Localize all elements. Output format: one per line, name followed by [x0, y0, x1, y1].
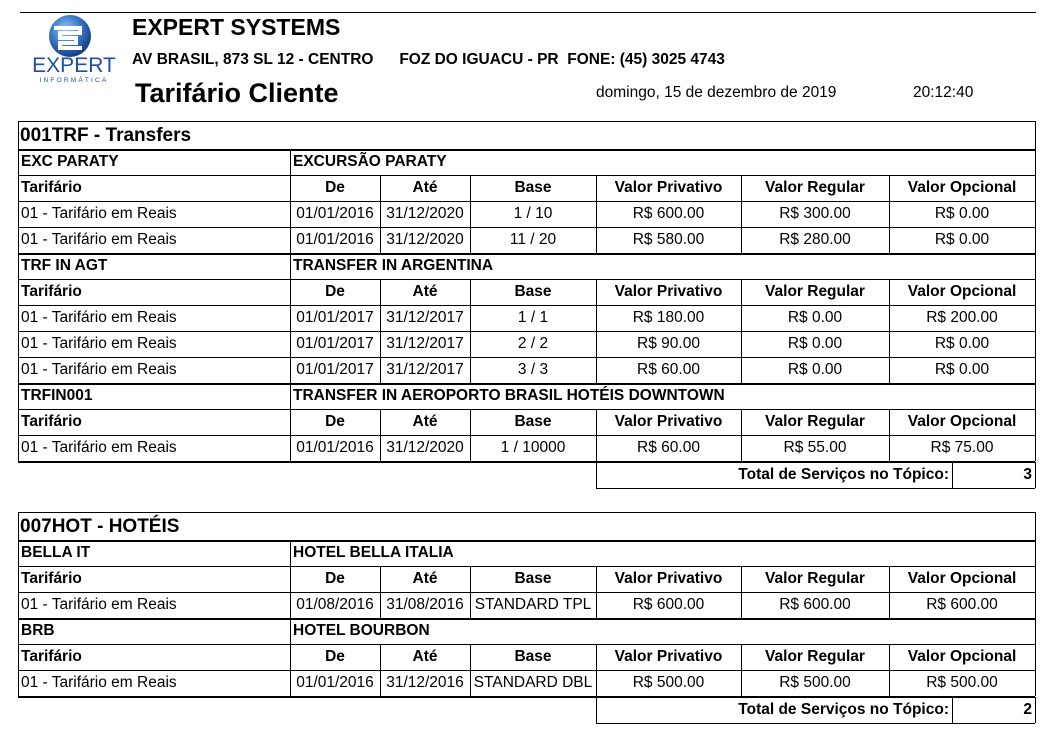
table-divider	[380, 201, 381, 227]
table-cell: 01 - Tarifário em Reais	[21, 439, 177, 456]
table-cell: R$ 500.00	[632, 674, 705, 691]
column-header: Valor Regular	[765, 648, 865, 665]
column-header: Valor Privativo	[614, 570, 723, 587]
table-divider	[290, 618, 291, 644]
table-divider	[18, 305, 19, 331]
table-divider	[741, 435, 742, 461]
table-divider	[380, 279, 381, 305]
table-divider	[596, 357, 597, 383]
table-divider	[889, 566, 890, 592]
table-divider	[290, 305, 291, 331]
table-divider	[889, 201, 890, 227]
table-divider	[596, 331, 597, 357]
table-divider	[741, 201, 742, 227]
table-divider	[290, 357, 291, 383]
table-divider	[380, 566, 381, 592]
table-cell: 01 - Tarifário em Reais	[21, 231, 177, 248]
section-title: 001TRF - Transfers	[20, 125, 192, 146]
column-header: Valor Opcional	[907, 179, 1017, 196]
table-divider	[290, 383, 291, 409]
table-divider	[889, 592, 890, 618]
table-divider	[470, 644, 471, 670]
table-divider	[741, 305, 742, 331]
table-divider	[470, 435, 471, 461]
table-divider	[596, 697, 597, 723]
column-header: Valor Privativo	[614, 283, 723, 300]
table-divider	[1035, 331, 1036, 357]
column-header: Tarifário	[21, 648, 82, 665]
table-divider	[1035, 305, 1036, 331]
column-header: Até	[412, 648, 438, 665]
report-date: domingo, 15 de dezembro de 2019	[596, 84, 837, 101]
column-header: De	[325, 570, 345, 587]
table-divider	[1035, 383, 1036, 409]
table-divider	[290, 253, 291, 279]
column-header: Base	[514, 283, 552, 300]
table-cell: 01/01/2016	[296, 205, 374, 222]
table-divider	[380, 670, 381, 696]
table-divider	[380, 331, 381, 357]
table-cell: 1 / 1	[517, 309, 549, 326]
report-title: Tarifário Cliente	[135, 78, 339, 108]
table-divider	[596, 435, 597, 461]
table-divider	[596, 201, 597, 227]
service-code: BRB	[21, 622, 55, 639]
table-divider	[952, 462, 953, 488]
table-divider	[290, 279, 291, 305]
company-phone: FONE: (45) 3025 4743	[567, 51, 725, 68]
table-cell: 1 / 10	[513, 205, 553, 222]
table-divider	[290, 227, 291, 253]
table-rule	[596, 488, 1035, 489]
table-divider	[380, 227, 381, 253]
table-divider	[18, 279, 19, 305]
table-divider	[596, 462, 597, 488]
table-divider	[1035, 227, 1036, 253]
table-cell: 01 - Tarifário em Reais	[21, 596, 177, 613]
column-header: Até	[412, 570, 438, 587]
service-code: TRFIN001	[21, 387, 93, 404]
table-divider	[470, 592, 471, 618]
service-code: EXC PARATY	[21, 153, 119, 170]
table-cell: 01/01/2017	[296, 361, 374, 378]
table-cell: R$ 180.00	[632, 309, 705, 326]
top-rule	[20, 12, 1036, 13]
table-divider	[1035, 121, 1036, 149]
table-cell: 3 / 3	[517, 361, 549, 378]
table-cell: R$ 0.00	[934, 205, 990, 222]
table-cell: 2 / 2	[517, 335, 549, 352]
column-header: Tarifário	[21, 570, 82, 587]
table-cell: 31/08/2016	[386, 596, 464, 613]
column-header: Base	[514, 648, 552, 665]
table-cell: R$ 90.00	[637, 335, 700, 352]
table-cell: 01/01/2016	[296, 231, 374, 248]
column-header: De	[325, 283, 345, 300]
table-divider	[380, 357, 381, 383]
table-cell: R$ 60.00	[637, 439, 700, 456]
table-divider	[1035, 540, 1036, 566]
table-cell: R$ 0.00	[934, 231, 990, 248]
column-header: Valor Regular	[765, 179, 865, 196]
table-divider	[596, 227, 597, 253]
column-header: De	[325, 179, 345, 196]
column-header: Base	[514, 179, 552, 196]
table-divider	[290, 566, 291, 592]
table-divider	[18, 331, 19, 357]
table-cell: 31/12/2017	[386, 361, 464, 378]
table-cell: 01 - Tarifário em Reais	[21, 361, 177, 378]
table-divider	[889, 670, 890, 696]
table-divider	[889, 644, 890, 670]
table-divider	[596, 175, 597, 201]
table-divider	[1035, 512, 1036, 540]
table-rule	[596, 723, 1035, 724]
table-divider	[18, 227, 19, 253]
table-divider	[18, 512, 19, 540]
table-cell: R$ 60.00	[637, 361, 700, 378]
table-divider	[1035, 357, 1036, 383]
column-header: Valor Regular	[765, 413, 865, 430]
table-divider	[380, 409, 381, 435]
company-address: AV BRASIL, 873 SL 12 - CENTRO	[132, 51, 374, 68]
table-cell: 31/12/2020	[386, 231, 464, 248]
table-divider	[741, 175, 742, 201]
table-divider	[290, 175, 291, 201]
svg-text:EXPERT: EXPERT	[32, 54, 116, 77]
table-divider	[1035, 201, 1036, 227]
table-divider	[741, 331, 742, 357]
company-name: EXPERT SYSTEMS	[132, 14, 341, 40]
table-divider	[290, 201, 291, 227]
table-divider	[596, 670, 597, 696]
column-header: De	[325, 648, 345, 665]
table-cell: 31/12/2016	[386, 674, 464, 691]
table-cell: R$ 280.00	[779, 231, 851, 248]
company-address-line	[132, 51, 725, 69]
table-divider	[889, 357, 890, 383]
table-divider	[1035, 253, 1036, 279]
table-divider	[741, 357, 742, 383]
table-cell: 31/12/2020	[386, 205, 464, 222]
table-divider	[741, 279, 742, 305]
table-cell: 01/01/2016	[296, 674, 374, 691]
table-divider	[18, 644, 19, 670]
table-divider	[1035, 566, 1036, 592]
column-header: Tarifário	[21, 179, 82, 196]
column-header: Valor Privativo	[614, 413, 723, 430]
service-name: EXCURSÃO PARATY	[293, 153, 447, 170]
table-divider	[380, 305, 381, 331]
column-header: Valor Opcional	[907, 413, 1017, 430]
table-cell: 01 - Tarifário em Reais	[21, 674, 177, 691]
section-title: 007HOT - HOTÉIS	[20, 516, 180, 537]
table-divider	[290, 149, 291, 175]
table-divider	[889, 409, 890, 435]
table-divider	[18, 357, 19, 383]
table-cell: 01/01/2017	[296, 309, 374, 326]
table-divider	[596, 305, 597, 331]
table-divider	[18, 566, 19, 592]
table-divider	[1035, 149, 1036, 175]
table-divider	[1035, 644, 1036, 670]
table-divider	[18, 253, 19, 279]
column-header: Base	[514, 570, 552, 587]
table-divider	[470, 279, 471, 305]
table-divider	[1035, 462, 1036, 488]
table-cell: R$ 0.00	[934, 361, 990, 378]
table-cell: 31/12/2017	[386, 309, 464, 326]
table-divider	[290, 644, 291, 670]
table-divider	[470, 305, 471, 331]
table-divider	[380, 435, 381, 461]
table-divider	[470, 357, 471, 383]
table-cell: R$ 0.00	[934, 335, 990, 352]
column-header: Valor Privativo	[614, 179, 723, 196]
column-header: Valor Opcional	[907, 283, 1017, 300]
table-divider	[380, 175, 381, 201]
column-header: Valor Regular	[765, 570, 865, 587]
total-value: 2	[1023, 701, 1032, 718]
table-cell: R$ 0.00	[787, 335, 843, 352]
table-divider	[290, 592, 291, 618]
total-value: 3	[1023, 466, 1032, 483]
table-divider	[741, 670, 742, 696]
table-cell: R$ 500.00	[926, 674, 998, 691]
column-header: Valor Privativo	[614, 648, 723, 665]
service-code: TRF IN AGT	[21, 257, 108, 274]
table-cell: R$ 200.00	[926, 309, 998, 326]
table-divider	[18, 670, 19, 696]
table-cell: R$ 0.00	[787, 309, 843, 326]
table-divider	[290, 435, 291, 461]
column-header: Até	[412, 413, 438, 430]
expert-logo-icon	[20, 12, 128, 86]
table-divider	[1035, 670, 1036, 696]
table-divider	[1035, 618, 1036, 644]
table-divider	[889, 435, 890, 461]
table-divider	[741, 227, 742, 253]
table-cell: STANDARD DBL	[473, 674, 593, 691]
table-cell: R$ 75.00	[930, 439, 994, 456]
column-header: Base	[514, 413, 552, 430]
total-label: Total de Serviços no Tópico:	[738, 701, 949, 718]
table-divider	[596, 566, 597, 592]
column-header: De	[325, 413, 345, 430]
table-cell: R$ 0.00	[787, 361, 843, 378]
service-code: BELLA IT	[21, 544, 91, 561]
service-name: TRANSFER IN ARGENTINA	[293, 257, 494, 274]
table-divider	[18, 435, 19, 461]
table-divider	[18, 618, 19, 644]
svg-text:INFORMÁTICA: INFORMÁTICA	[39, 77, 109, 84]
table-divider	[889, 279, 890, 305]
table-divider	[380, 592, 381, 618]
company-city: FOZ DO IGUACU - PR	[399, 51, 559, 68]
table-divider	[470, 175, 471, 201]
table-cell: R$ 300.00	[779, 205, 851, 222]
table-divider	[18, 409, 19, 435]
table-divider	[18, 149, 19, 175]
table-divider	[952, 697, 953, 723]
column-header: Tarifário	[21, 283, 82, 300]
table-divider	[18, 121, 19, 149]
table-divider	[889, 331, 890, 357]
table-divider	[741, 409, 742, 435]
table-divider	[741, 566, 742, 592]
table-divider	[1035, 279, 1036, 305]
table-divider	[741, 644, 742, 670]
table-cell: 01 - Tarifário em Reais	[21, 335, 177, 352]
table-cell: R$ 55.00	[783, 439, 847, 456]
service-name: TRANSFER IN AEROPORTO BRASIL HOTÉIS DOWNTOWN	[293, 387, 725, 404]
table-divider	[889, 305, 890, 331]
report-time: 20:12:40	[913, 84, 974, 101]
table-cell: 01/01/2016	[296, 439, 374, 456]
total-label: Total de Serviços no Tópico:	[738, 466, 949, 483]
table-divider	[18, 383, 19, 409]
table-cell: R$ 600.00	[632, 205, 705, 222]
table-divider	[290, 540, 291, 566]
table-divider	[596, 409, 597, 435]
table-divider	[18, 592, 19, 618]
table-divider	[889, 227, 890, 253]
table-cell: 01 - Tarifário em Reais	[21, 309, 177, 326]
table-divider	[1035, 435, 1036, 461]
service-name: HOTEL BELLA ITALIA	[293, 544, 454, 561]
table-divider	[741, 592, 742, 618]
table-divider	[470, 670, 471, 696]
table-divider	[470, 566, 471, 592]
table-divider	[1035, 697, 1036, 723]
table-cell: STANDARD TPL	[474, 596, 592, 613]
column-header: Valor Opcional	[907, 648, 1017, 665]
table-cell: 31/12/2017	[386, 335, 464, 352]
table-cell: 1 / 10000	[500, 439, 566, 456]
table-divider	[596, 644, 597, 670]
table-cell: 11 / 20	[509, 231, 557, 248]
table-divider	[18, 175, 19, 201]
column-header: Valor Opcional	[907, 570, 1017, 587]
table-divider	[290, 331, 291, 357]
table-divider	[889, 175, 890, 201]
table-divider	[470, 409, 471, 435]
table-cell: R$ 600.00	[926, 596, 998, 613]
table-divider	[596, 279, 597, 305]
service-name: HOTEL BOURBON	[293, 622, 430, 639]
table-divider	[290, 670, 291, 696]
table-cell: 01/01/2017	[296, 335, 374, 352]
table-divider	[380, 644, 381, 670]
table-cell: R$ 600.00	[632, 596, 705, 613]
table-divider	[470, 227, 471, 253]
table-divider	[470, 201, 471, 227]
table-cell: 01/08/2016	[296, 596, 374, 613]
table-divider	[1035, 175, 1036, 201]
column-header: Valor Regular	[765, 283, 865, 300]
table-divider	[470, 331, 471, 357]
table-cell: 31/12/2020	[386, 439, 464, 456]
table-cell: 01 - Tarifário em Reais	[21, 205, 177, 222]
column-header: Até	[412, 179, 438, 196]
table-divider	[18, 201, 19, 227]
table-cell: R$ 600.00	[779, 596, 851, 613]
table-divider	[18, 540, 19, 566]
column-header: Tarifário	[21, 413, 82, 430]
table-divider	[596, 592, 597, 618]
column-header: Até	[412, 283, 438, 300]
table-divider	[1035, 592, 1036, 618]
table-cell: R$ 500.00	[779, 674, 851, 691]
table-divider	[290, 409, 291, 435]
table-divider	[1035, 409, 1036, 435]
table-cell: R$ 580.00	[632, 231, 705, 248]
